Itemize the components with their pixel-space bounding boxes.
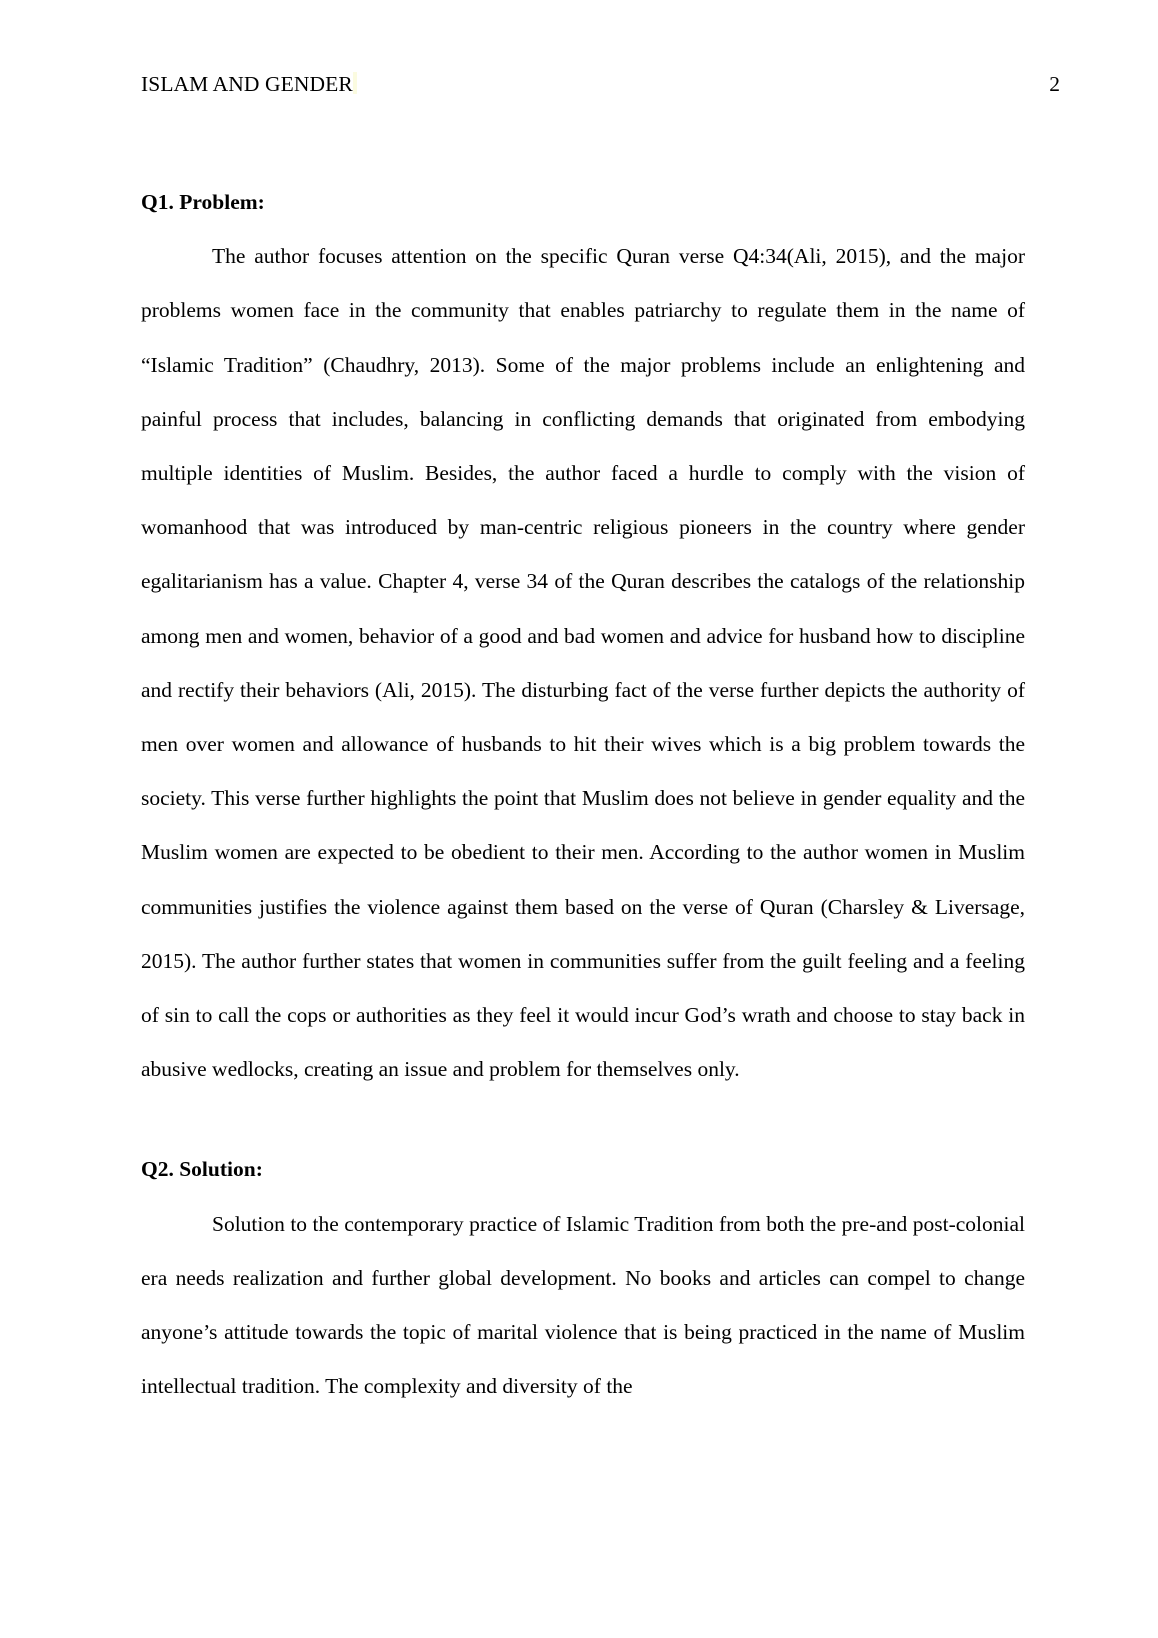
running-head (141, 70, 357, 98)
section-heading-problem: Q1. Problem: (141, 190, 265, 214)
solution-paragraph: Solution to the contemporary practice of Islamic Tradition from both the pre-and post-colonial era needs realization and further global development. No books and articles can compel to change anyone’s attitude towards the topic of marital violence that is being practiced in the name of Muslim intellectual tradition. The complexity and diversity of the (141, 1211, 1025, 1399)
text-cursor-marker (353, 72, 357, 94)
page-number: 2 (1049, 72, 1060, 96)
running-head-text: ISLAM AND GENDER (141, 72, 353, 96)
section-spacer (141, 1096, 1025, 1142)
section-heading-solution: Q2. Solution: (141, 1157, 263, 1182)
problem-paragraph: The author focuses attention on the specific Quran verse Q4:34(Ali, 2015), and the major problems women face in the community that enables patriarchy to regulate them in the name of “Islamic Tradition” (Chaudhry, 2013). Some of the major problems include an enlightening and painful process that includes, balancing in conflicting demands that originated from embodying multiple identities of Muslim. Besides, the author faced a hurdle to comply with the vision of womanhood that was introduced by man-centric religious pioneers in the country where gender egalitarianism has a value. Chapter 4, verse 34 of the Quran describes the catalogs of the relationship among men and women, behavior of a good and bad women and advice for husband how to discipline and rectify their behaviors (Ali, 2015). The disturbing fact of the verse further depicts the authority of men over women and allowance of husbands to hit their wives which is a big problem towards the society. This verse further highlights the point that Muslim does not believe in gender equality and the Muslim women are expected to be obedient to their men. According to the author women in Muslim communities justifies the violence against them based on the verse of Quran (Charsley & Liversage, 2015). The author further states that women in communities suffer from the guilt feeling and a feeling of sin to call the cops or authorities as they feel it would incur God’s wrath and choose to stay back in abusive wedlocks, creating an issue and problem for themselves only. (141, 244, 1025, 1082)
document-body (141, 175, 1025, 1413)
